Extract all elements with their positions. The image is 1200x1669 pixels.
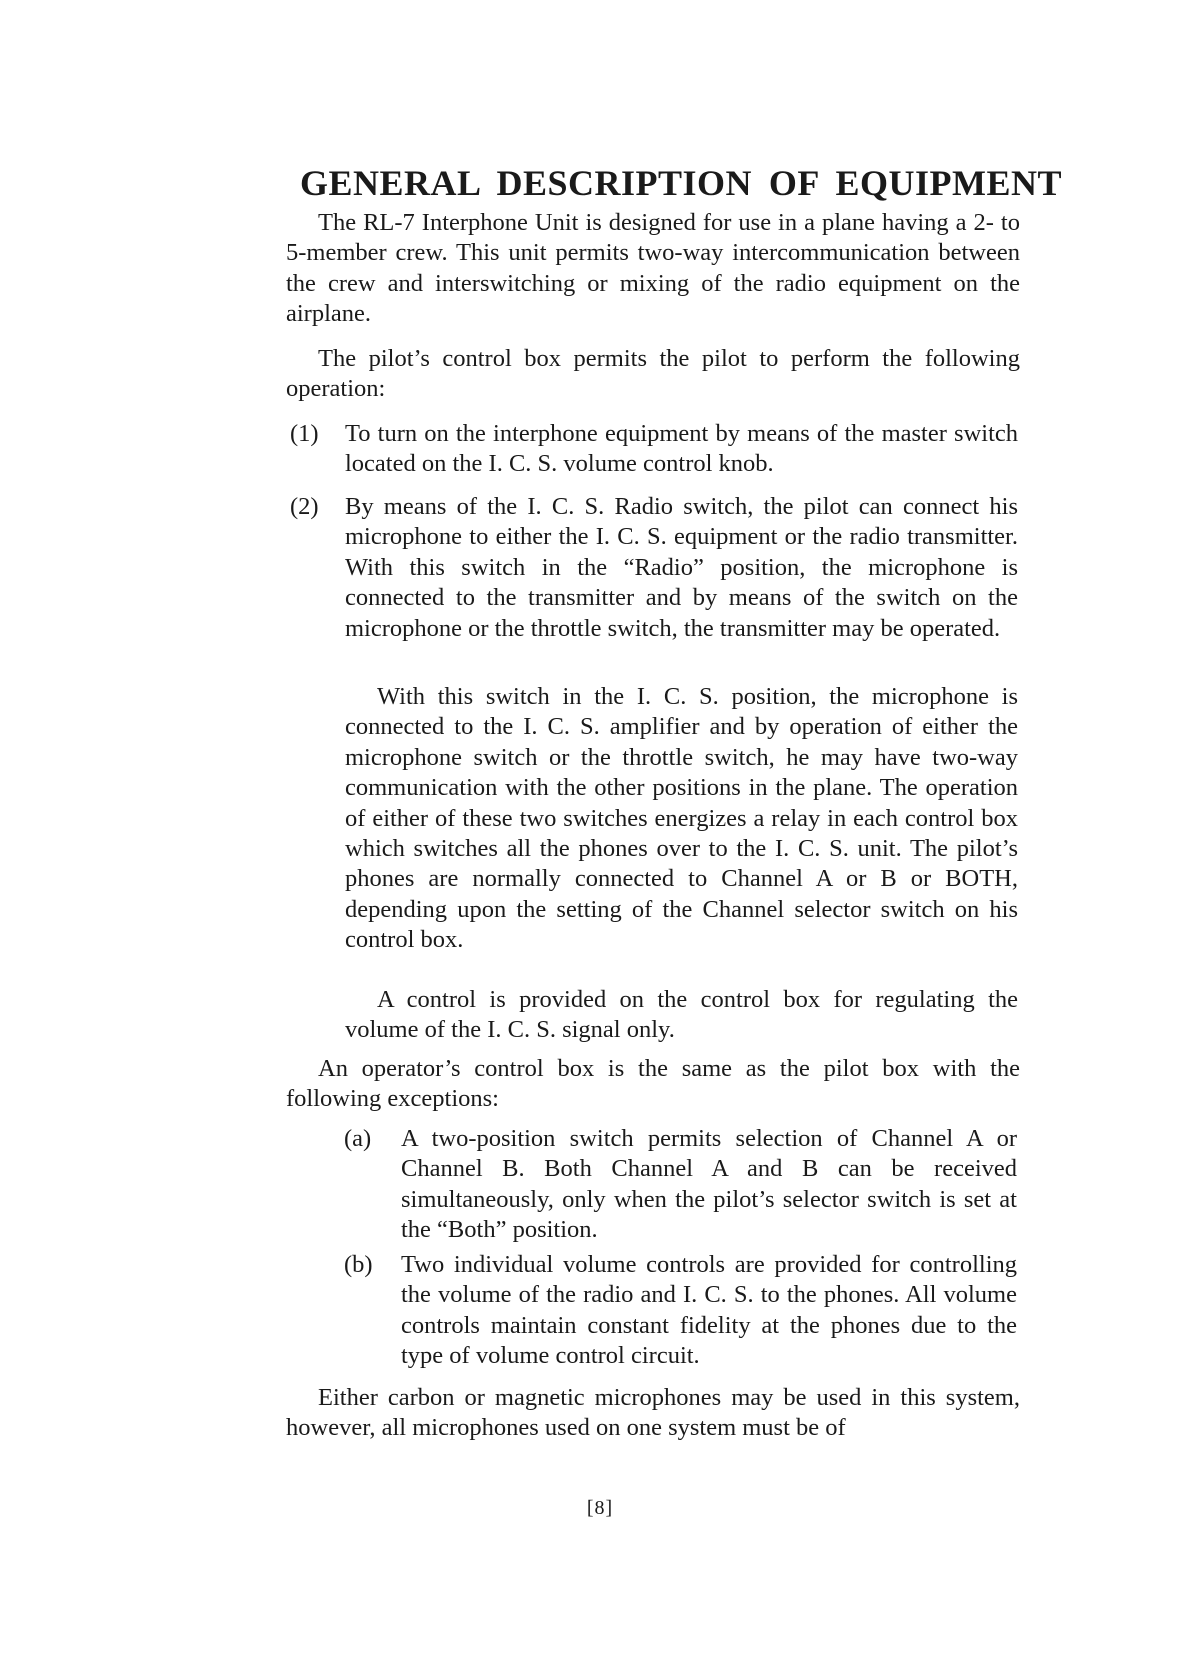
intro-paragraph: The RL-7 Interphone Unit is designed for use in a plane having a 2- to 5-member crew. This unit permits two-way intercommunication between the crew and interswitching or mixing of the radio equipment on the airplane. <box>286 209 1020 328</box>
item-text: Two individual volume controls are provided for controlling the volume of the radio and I. C. S. to the phones. All volume controls maintain constant fidelity at the phones due to the type of volume control circuit. <box>401 1251 1017 1370</box>
page-number: [8] <box>586 1497 614 1519</box>
section-title: GENERAL DESCRIPTION OF EQUIPMENT <box>300 163 1062 203</box>
item-marker: (a) <box>344 1125 372 1152</box>
item-marker: (1) <box>290 420 319 447</box>
pilot-box-paragraph: The pilot’s control box permits the pilot to perform the following operation: <box>286 345 1020 403</box>
item-marker: (b) <box>344 1251 373 1278</box>
item-text: To turn on the interphone equipment by means of the master switch located on the I. C. S. volume control knob. <box>345 420 1018 478</box>
microphones-paragraph: Either carbon or magnetic microphones may be used in this system, however, all microphones used on one system must be of <box>286 1384 1020 1442</box>
item-marker: (2) <box>290 493 319 520</box>
item-text: A two-position switch permits selection of Channel A or Channel B. Both Channel A and B can be received simultaneously, only when the pilot’s selector switch is set at the “Both” position. <box>401 1125 1017 1244</box>
item-text: By means of the I. C. S. Radio switch, the pilot can connect his microphone to either the I. C. S. equipment or the radio transmitter. With this switch in the “Radio” position, the microphone is connected to the transmitter and by means of the switch on the microphone or the throttle switch, the transmitter may be operated. <box>345 493 1018 642</box>
ics-position-paragraph: With this switch in the I. C. S. position, the microphone is connected to the I. C. S. amplifier and by operation of either the microphone switch or the throttle switch, he may have two-way communication with the other positions in the plane. The operation of either of these two switches energizes a relay in each control box which switches all the phones over to the I. C. S. unit. The pilot’s phones are normally connected to Channel A or B or BOTH, depending upon the setting of the Channel selector switch on his control box. <box>345 683 1018 954</box>
volume-control-paragraph: A control is provided on the control box for regulating the volume of the I. C. S. signal only. <box>345 986 1018 1044</box>
operator-box-paragraph: An operator’s control box is the same as the pilot box with the following exceptions: <box>286 1055 1020 1113</box>
